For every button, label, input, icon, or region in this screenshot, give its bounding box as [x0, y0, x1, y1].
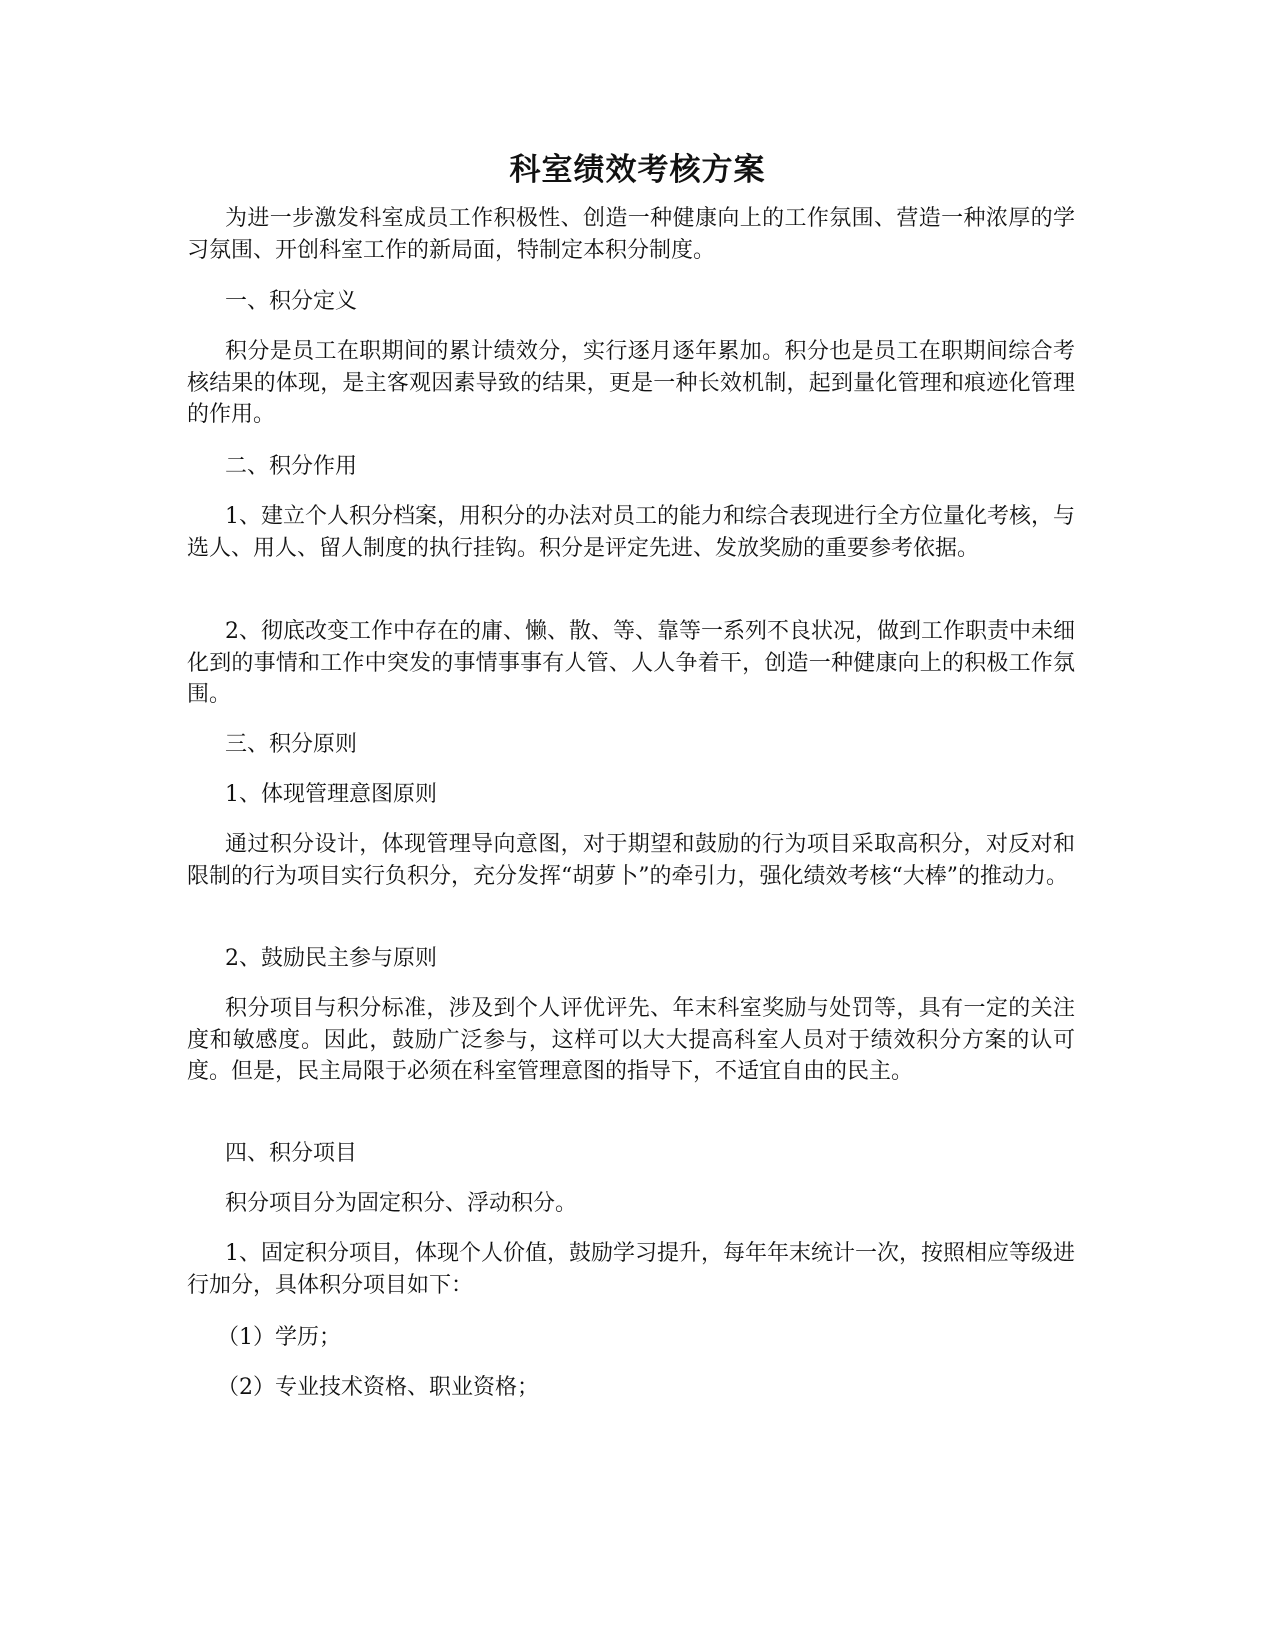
section-heading-3: 三、积分原则: [225, 732, 358, 757]
intro-paragraph: 为进一步激发科室成员工作积极性、创造一种健康向上的工作氛围、营造一种浓厚的学习氛围、开创科室工作的新局面，特制定本积分制度。: [187, 206, 1075, 263]
paragraph-items-intro: 积分项目分为固定积分、浮动积分。: [225, 1191, 578, 1216]
section-heading-4: 四、积分项目: [225, 1141, 358, 1166]
paragraph-principle-1: 通过积分设计，体现管理导向意图，对于期望和鼓励的行为项目采取高积分，对反对和限制的行为项目实行负积分，充分发挥“胡萝卜”的牵引力，强化绩效考核“大棒”的推动力。: [187, 832, 1075, 889]
paragraph-function-2: 2、彻底改变工作中存在的庸、懒、散、等、靠等一系列不良状况，做到工作职责中未细化到的事情和工作中突发的事情事事有人管、人人争着干，创造一种健康向上的积极工作氛围。: [187, 619, 1075, 707]
paragraph-principle-2: 积分项目与积分标准，涉及到个人评优评先、年末科室奖励与处罚等，具有一定的关注度和敏感度。因此，鼓励广泛参与，这样可以大大提高科室人员对于绩效积分方案的认可度。但是，民主局限于必须在科室管理意图的指导下，不适宜自由的民主。: [187, 996, 1075, 1084]
paragraph-function-1: 1、建立个人积分档案，用积分的办法对员工的能力和综合表现进行全方位量化考核，与选人、用人、留人制度的执行挂钩。积分是评定先进、发放奖励的重要参考依据。: [187, 504, 1075, 561]
list-item-education: （1）学历；: [217, 1325, 341, 1350]
section-heading-2: 二、积分作用: [225, 454, 358, 479]
paragraph-fixed-items: 1、固定积分项目，体现个人价值，鼓励学习提升，每年年末统计一次，按照相应等级进行加分，具体积分项目如下：: [187, 1241, 1075, 1298]
principle-heading-2: 2、鼓励民主参与原则: [225, 946, 437, 971]
section-heading-1: 一、积分定义: [225, 289, 358, 314]
paragraph-definition: 积分是员工在职期间的累计绩效分，实行逐月逐年累加。积分也是员工在职期间综合考核结果的体现，是主客观因素导致的结果，更是一种长效机制，起到量化管理和痕迹化管理的作用。: [187, 339, 1075, 427]
list-item-qualification: （2）专业技术资格、职业资格；: [217, 1375, 539, 1400]
principle-heading-1: 1、体现管理意图原则: [225, 782, 437, 807]
document-title: 科室绩效考核方案: [509, 152, 766, 188]
